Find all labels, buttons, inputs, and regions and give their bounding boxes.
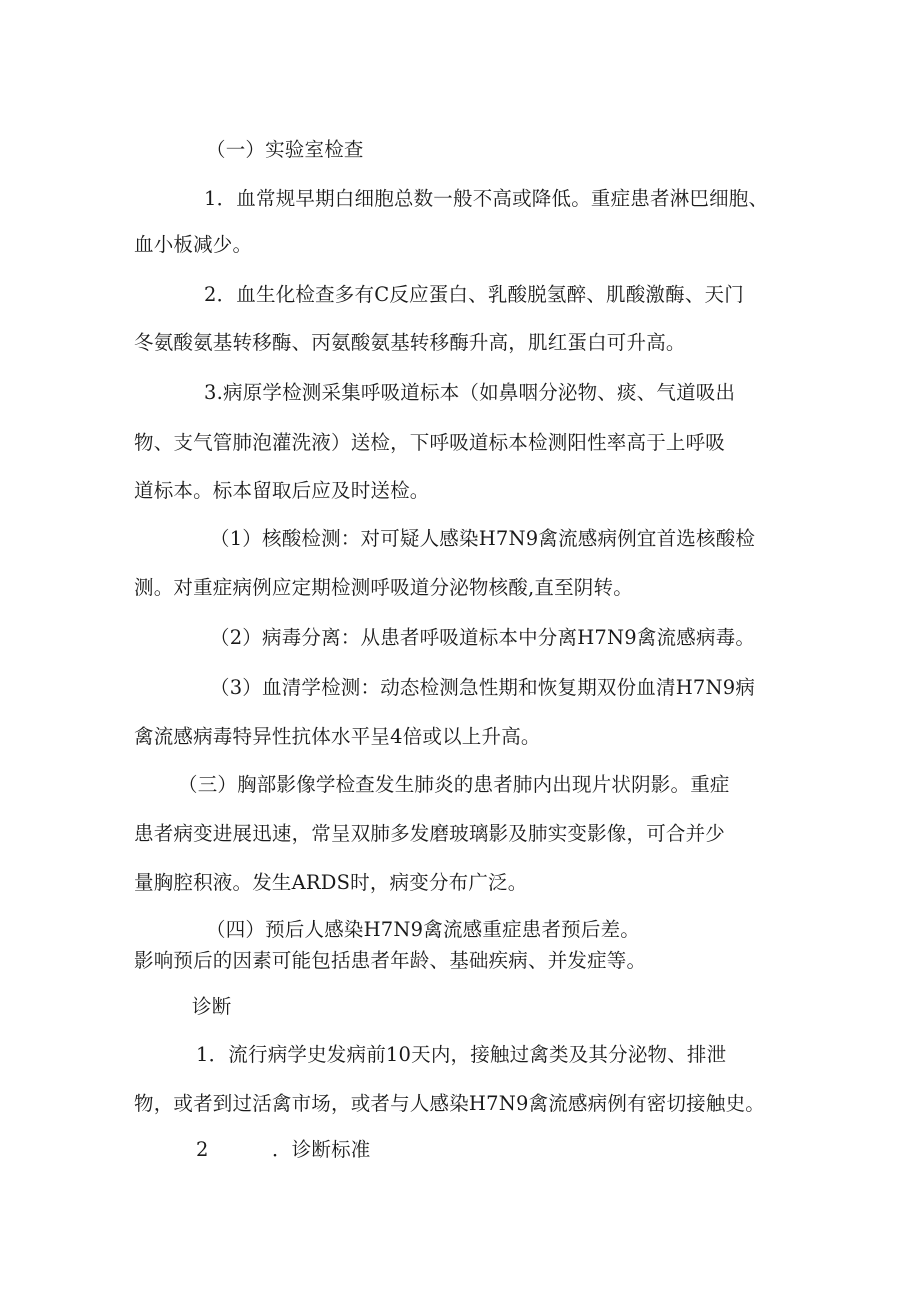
list-number: 2 [196, 1138, 209, 1161]
paragraph-line: 测。对重症病例应定期检测呼吸道分泌物核酸,直至阴转。 [134, 576, 633, 599]
paragraph-line: 道标本。标本留取后应及时送检。 [134, 479, 430, 502]
paragraph-line: （3）血清学检测：动态检测急性期和恢复期双份血清H7N9病 [210, 676, 756, 699]
list-label: ．诊断标准 [272, 1138, 371, 1161]
paragraph-line: 患者病变进展迅速，常呈双肺多发磨玻璃影及肺实变影像，可合并少 [134, 822, 726, 845]
paragraph-line: 1．流行病学史发病前10天内，接触过禽类及其分泌物、排泄 [196, 1043, 727, 1066]
paragraph-line: 1．血常规早期白细胞总数一般不高或降低。重症患者淋巴细胞、 [204, 187, 769, 210]
paragraph-line: 禽流感病毒特异性抗体水平呈4倍或以上升高。 [134, 725, 541, 748]
paragraph-line: 冬氨酸氨基转移酶、丙氨酸氨基转移酶升高，肌红蛋白可升高。 [134, 331, 686, 354]
paragraph-line: （2）病毒分离：从患者呼吸道标本中分离H7N9禽流感病毒。 [210, 626, 756, 649]
section-heading-chest: （三）胸部影像学检查发生肺炎的患者肺内出现片状阴影。重症 [178, 773, 730, 796]
section-heading-lab: （一）实验室检查 [206, 138, 364, 161]
section-heading-diagnosis: 诊断 [192, 995, 232, 1018]
paragraph-line: 血小板减少。 [134, 233, 253, 256]
paragraph-line: 3.病原学检测采集呼吸道标本（如鼻咽分泌物、痰、气道吸出 [204, 381, 736, 404]
paragraph-line: 影响预后的因素可能包括患者年龄、基础疾病、并发症等。 [134, 949, 647, 972]
paragraph-line: 2．血生化检查多有C反应蛋白、乳酸脱氢醉、肌酸激酶、天门 [204, 283, 744, 306]
paragraph-line: 量胸腔积液。发生ARDS时，病变分布广泛。 [134, 871, 528, 894]
paragraph-line: 物，或者到过活禽市场，或者与人感染H7N9禽流感病例有密切接触史。 [134, 1092, 765, 1115]
paragraph-line: （1）核酸检测：对可疑人感染H7N9禽流感病例宜首选核酸检 [210, 527, 756, 550]
paragraph-line: 物、支气管肺泡灌洗液）送检，下呼吸道标本检测阳性率高于上呼吸 [134, 431, 726, 454]
section-heading-prognosis: （四）预后人感染H7N9禽流感重症患者预后差。 [206, 918, 640, 941]
